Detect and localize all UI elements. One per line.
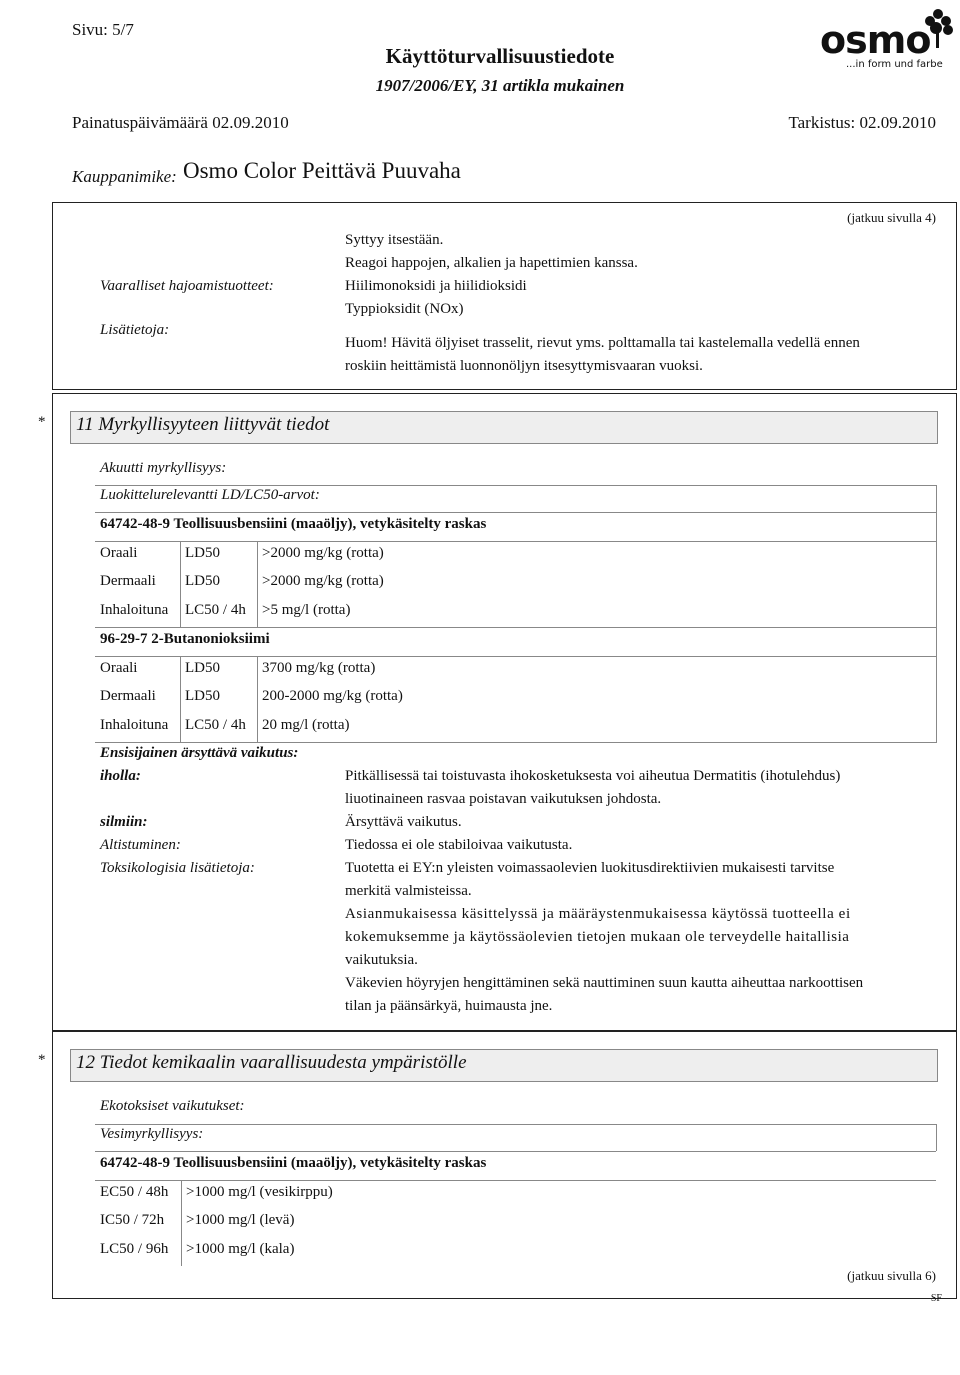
tox-table-top [95, 485, 936, 486]
substance-2-name: 96-29-7 2-Butanonioksiimi [100, 631, 270, 647]
change-marker: * [38, 1052, 46, 1068]
skin-label: iholla: [100, 768, 141, 784]
print-date: Painatuspäivämäärä 02.09.2010 [72, 113, 289, 132]
section-11-heading: 11 Myrkyllisyyteen liittyvät tiedot [76, 414, 330, 435]
eco-row-line [95, 1151, 936, 1152]
document-subtitle: 1907/2006/EY, 31 artikla mukainen [375, 76, 625, 95]
hazard-label: Vaaralliset hajoamistuotteet: [100, 278, 274, 294]
tox-route: Oraali [100, 660, 138, 676]
tox-info-4: kokemuksemme ja käytössäolevien tietojen mukaan ole terveydelle haitallisia [345, 929, 850, 945]
eco-type: LC50 / 96h [100, 1241, 169, 1257]
tox-route: Dermaali [100, 688, 156, 704]
tox-info-7: tilan ja päänsärkyä, huimausta jne. [345, 998, 553, 1014]
eco-table-right [936, 1124, 937, 1151]
tox-value: >2000 mg/kg (rotta) [262, 545, 384, 561]
ld-values-label: Luokittelurelevantti LD/LC50-arvot: [100, 487, 320, 503]
tox-row-line [95, 512, 936, 513]
section-12-heading: 12 Tiedot kemikaalin vaarallisuudesta ympäristölle [76, 1052, 467, 1073]
tox-info-2: merkitä valmisteissa. [345, 883, 472, 899]
acute-toxicity-label: Akuutti myrkyllisyys: [100, 460, 227, 476]
language-code: SF [930, 1293, 942, 1304]
tox-info-label: Toksikologisia lisätietoja: [100, 860, 255, 876]
tox-type: LC50 / 4h [185, 717, 246, 733]
tox-type: LD50 [185, 573, 220, 589]
tox-route: Oraali [100, 545, 138, 561]
tox-type: LD50 [185, 688, 220, 704]
tox-table-right [936, 485, 937, 743]
tox-col-line [180, 656, 181, 742]
eco-type: EC50 / 48h [100, 1184, 169, 1200]
eco-table-top [95, 1124, 936, 1125]
info-2: roskiin heittämistä luonnonöljyn itsesyttymisvaaran vuoksi. [345, 358, 703, 374]
info-1: Huom! Hävitä öljyiset trasselit, rievut yms. polttamalla tai kastelemalla vedellä ennen [345, 335, 860, 351]
osmo-logo [818, 4, 958, 74]
reactivity-2: Reagoi happojen, alkalien ja hapettimien kanssa. [345, 255, 638, 271]
eco-value: >1000 mg/l (kala) [186, 1241, 295, 1257]
eyes-label: silmiin: [100, 814, 148, 830]
tox-col-line [180, 541, 181, 627]
sensitisation-text: Tiedossa ei ole stabiloivaa vaikutusta. [345, 837, 573, 853]
document-title: Käyttöturvallisuustiedote [385, 44, 615, 68]
tox-type: LD50 [185, 660, 220, 676]
skin-text-2: liuotinaineen rasvaa poistavan vaikutuksen johdosta. [345, 791, 662, 807]
tox-value: >2000 mg/kg (rotta) [262, 573, 384, 589]
eyes-text: Ärsyttävä vaikutus. [345, 814, 462, 830]
eco-col-line [181, 1180, 182, 1266]
tox-type: LC50 / 4h [185, 602, 246, 618]
revision-date: Tarkistus: 02.09.2010 [788, 113, 936, 132]
tox-row-line [95, 627, 936, 628]
tox-info-3: Asianmukaisessa käsittelyssä ja määräystenmukaisessa käytössä tuotteella ei [345, 906, 851, 922]
sensitisation-label: Altistuminen: [100, 837, 181, 853]
trade-name: Osmo Color Peittävä Puuvaha [183, 158, 461, 183]
logo-tagline: ...in form und farbe [846, 59, 943, 70]
eco-value: >1000 mg/l (vesikirppu) [186, 1184, 333, 1200]
ecotox-label: Ekotoksiset vaikutukset: [100, 1098, 245, 1114]
primary-irritant-label: Ensisijainen ärsyttävä vaikutus: [100, 745, 299, 761]
tox-col-line [257, 656, 258, 742]
tox-value: 3700 mg/kg (rotta) [262, 660, 376, 676]
continued-to: (jatkuu sivulla 6) [847, 1268, 936, 1283]
aquatic-label: Vesimyrkyllisyys: [100, 1126, 204, 1142]
tox-value: 200-2000 mg/kg (rotta) [262, 688, 403, 704]
hazard-1: Hiilimonoksidi ja hiilidioksidi [345, 278, 527, 294]
tox-route: Inhaloituna [100, 602, 169, 618]
logo-wordmark: osmo [820, 18, 931, 62]
eco-type: IC50 / 72h [100, 1212, 165, 1228]
tox-table-bottom [95, 742, 937, 743]
trade-name-label: Kauppanimike: [72, 167, 177, 186]
eco-value: >1000 mg/l (levä) [186, 1212, 295, 1228]
tox-row-line [95, 656, 936, 657]
hazard-2: Typpioksidit (NOx) [345, 301, 464, 317]
tox-row-line [95, 541, 936, 542]
tox-type: LD50 [185, 545, 220, 561]
tox-route: Inhaloituna [100, 717, 169, 733]
tox-info-1: Tuotetta ei EY:n yleisten voimassaolevien luokitusdirektiivien mukaisesti tarvitse [345, 860, 835, 876]
continued-from: (jatkuu sivulla 4) [847, 210, 936, 225]
tox-value: 20 mg/l (rotta) [262, 717, 350, 733]
reactivity-1: Syttyy itsestään. [345, 232, 444, 248]
change-marker: * [38, 414, 46, 430]
eco-row-line [95, 1180, 936, 1181]
eco-substance-name: 64742-48-9 Teollisuusbensiini (maaöljy), vetykäsitelty raskas [100, 1155, 487, 1171]
skin-text-1: Pitkällisessä tai toistuvasta ihokosketuksesta voi aiheutua Dermatitis (ihotulehdus) [345, 768, 841, 784]
tox-info-6: Väkevien höyryjen hengittäminen sekä nauttiminen suun kautta aiheuttaa narkoottisen [345, 975, 864, 991]
page-number: Sivu: 5/7 [72, 20, 134, 39]
tox-value: >5 mg/l (rotta) [262, 602, 351, 618]
tox-route: Dermaali [100, 573, 156, 589]
tox-col-line [257, 541, 258, 627]
substance-1-name: 64742-48-9 Teollisuusbensiini (maaöljy), vetykäsitelty raskas [100, 516, 487, 532]
info-label: Lisätietoja: [100, 322, 170, 338]
tox-info-5: vaikutuksia. [345, 952, 418, 968]
